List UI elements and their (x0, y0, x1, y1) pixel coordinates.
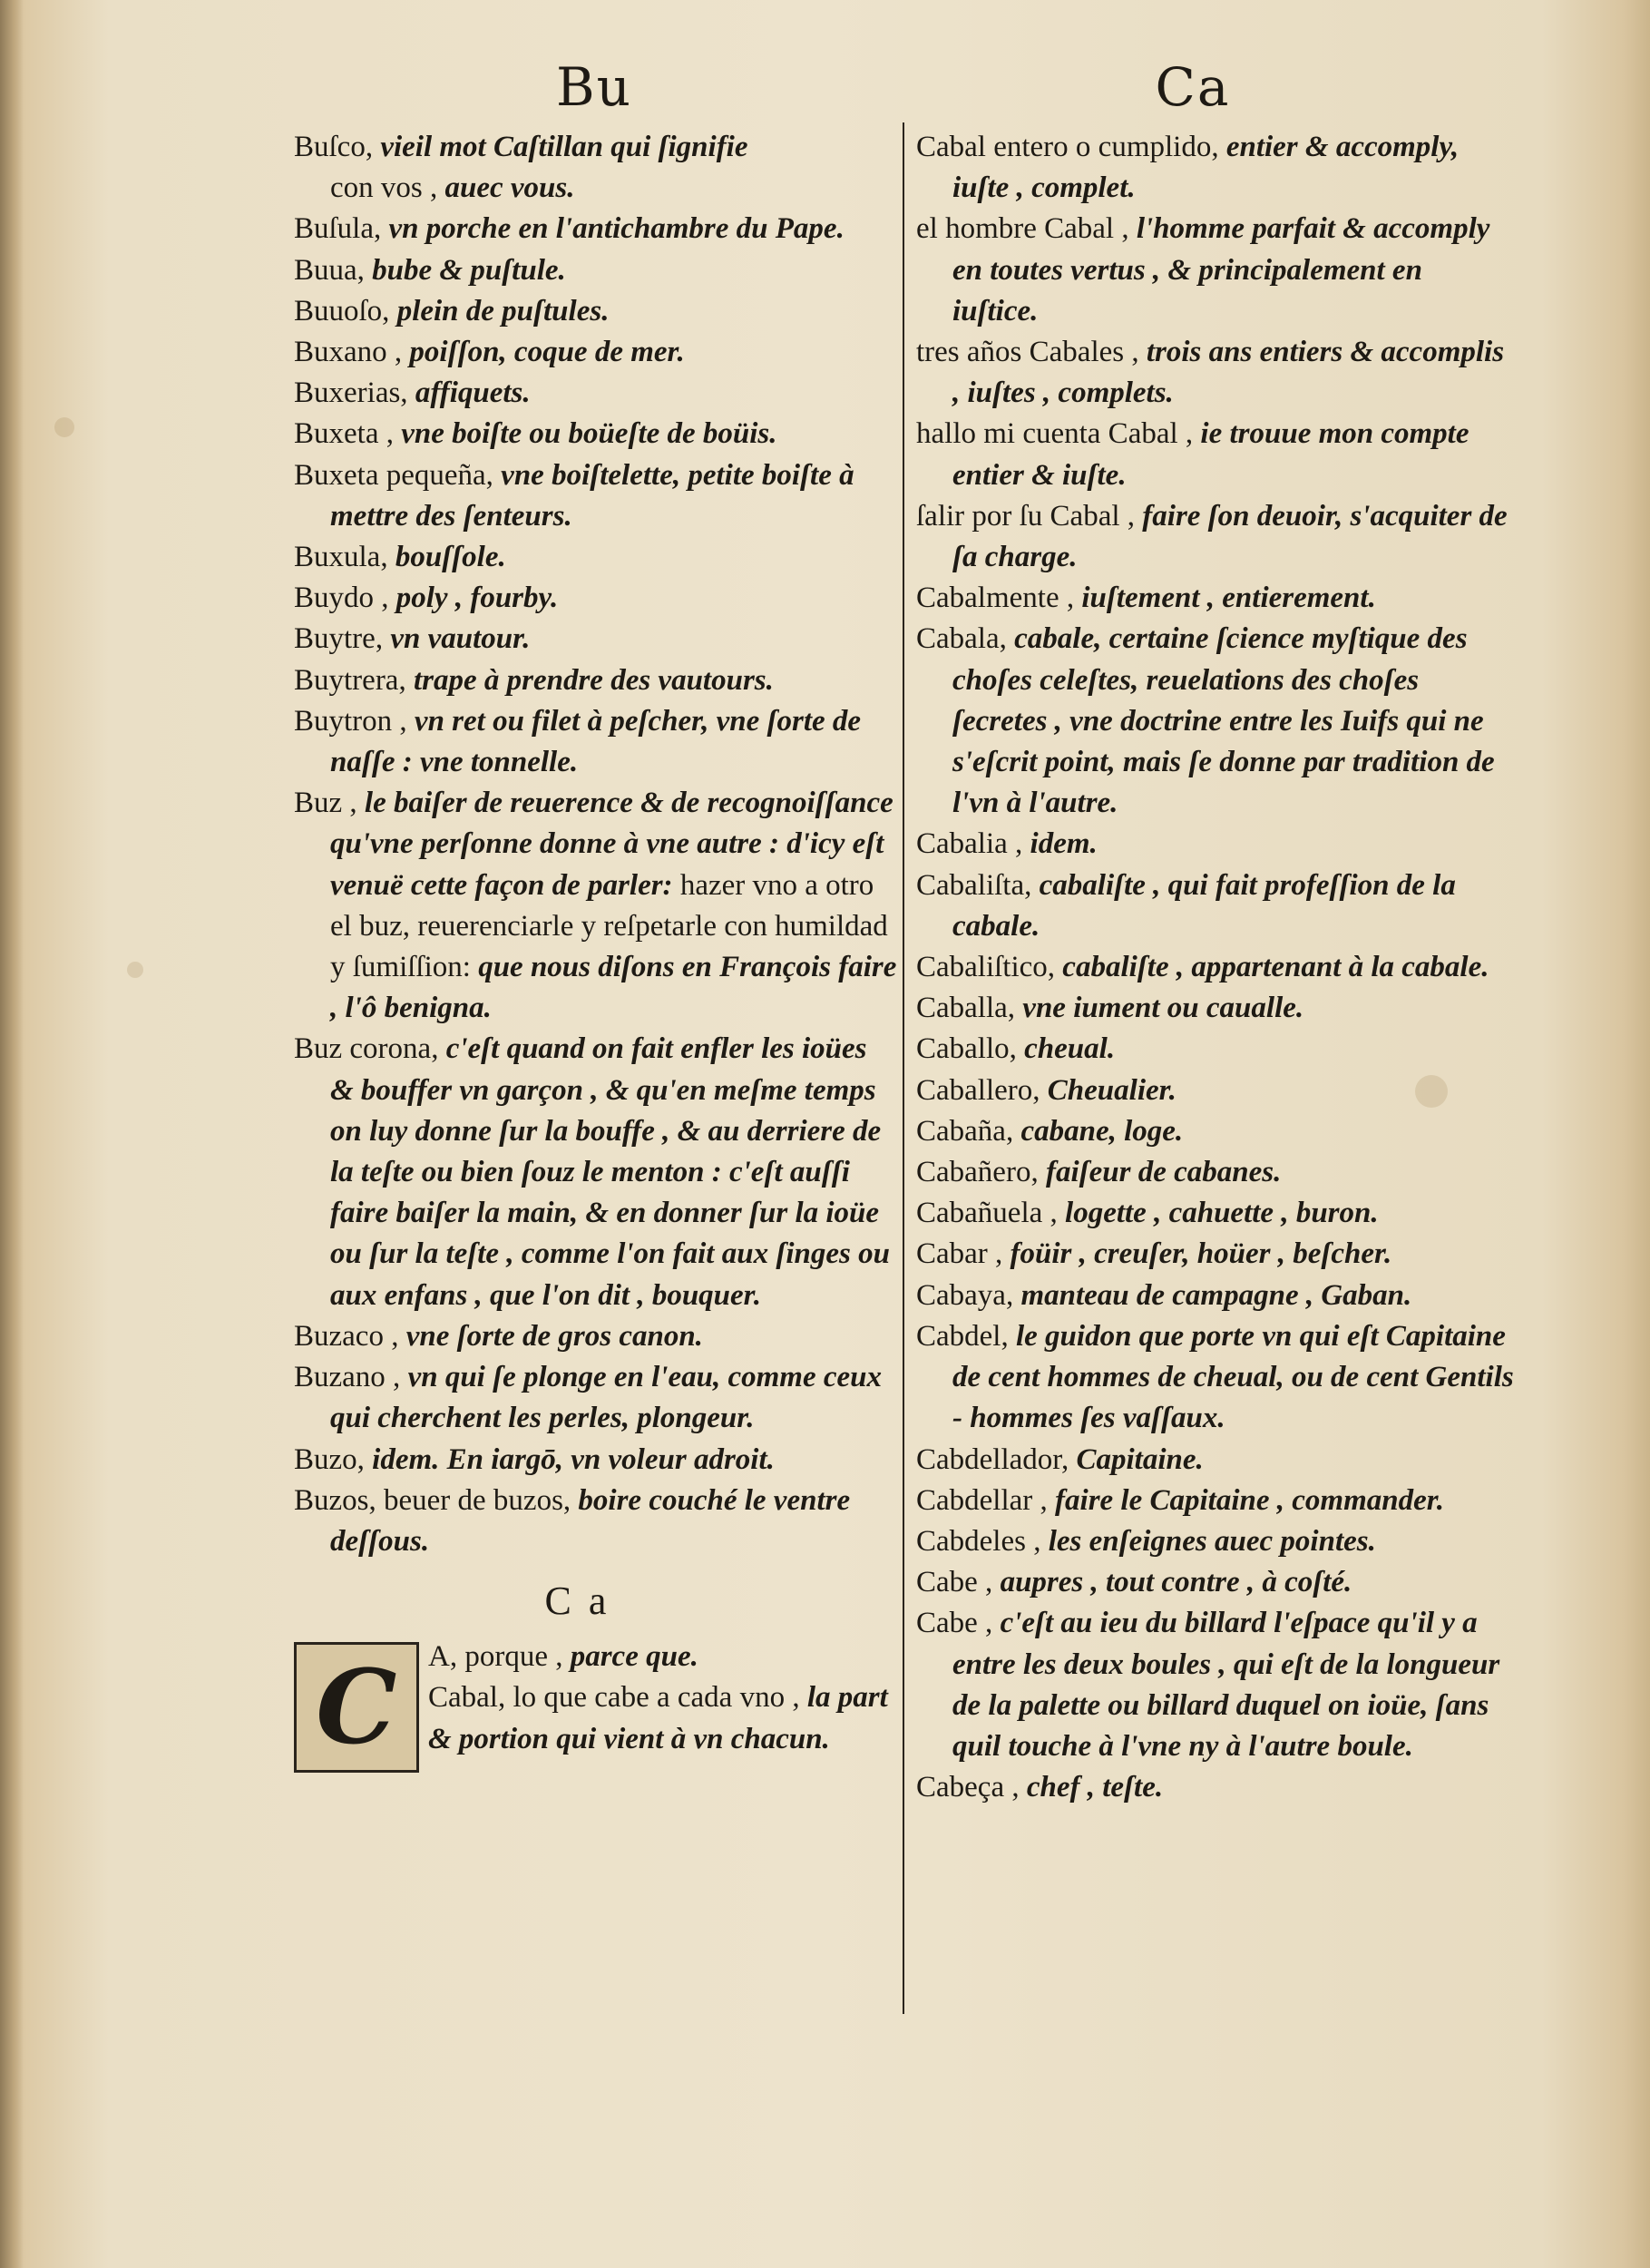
dictionary-entry: Buytre, vn vautour. (294, 622, 531, 656)
dictionary-entry: Cabe , aupres , tout contre , à coſté. (916, 1566, 1352, 1599)
dictionary-entry: ſalir por ſu Cabal , faire ſon deuoir, s'acquiter de ſa charge. (916, 499, 1508, 574)
dictionary-entry: Buxano , poiſſon, coque de mer. (294, 336, 685, 369)
dictionary-entry: Cabalmente , iuſtement , entierement. (916, 582, 1376, 615)
dictionary-entry: Cabañuela , logette , cahuette , buron. (916, 1197, 1379, 1230)
dictionary-entry: Buxeta pequeña, vne boiſtelette, petite boiſte à mettre des ſenteurs. (294, 458, 854, 533)
dictionary-entry: Cabdellador, Capitaine. (916, 1442, 1204, 1476)
dictionary-entry: Buxerias, affiquets. (294, 376, 531, 410)
dictionary-entry: Buxeta , vne boiſte ou boüeſte de boüis. (294, 417, 777, 451)
left-column (294, 127, 897, 1773)
dictionary-entry: Buuoſo, plein de puſtules. (294, 294, 610, 327)
dictionary-entry: Cabala, cabale, certaine ſcience myſtique des choſes celeſtes, reuelations des choſes ſecretes , vne doctrine entre les Iuifs qui ne s'eſcrit point, mais ſe donne par tradition de l'vn à l'autre. (916, 622, 1495, 820)
dictionary-entry: Cabalia , idem. (916, 827, 1098, 861)
dictionary-entry: Cabaliſta, cabaliſte , qui fait profeſſion de la cabale. (916, 868, 1456, 943)
dictionary-entry: Cabal entero o cumplido, entier & accomply, iuſte , complet. (916, 131, 1460, 205)
dictionary-entry: Cabaya, manteau de campagne , Gaban. (916, 1278, 1412, 1312)
book-spine-shadow (0, 0, 24, 2268)
paper-stain (127, 962, 143, 978)
dictionary-entry: Buzano , vn qui ſe plonge en l'eau, comme ceux qui cherchent les perles, plongeur. (294, 1361, 883, 1435)
dictionary-entry: Buz corona, c'eſt quand on fait enfler les ioües & bouffer vn garçon , & qu'en meſme temps on luy donne ſur la bouffe , & au derriere de la teſte ou bien ſouz le menton : c'eſt auſſi faire baiſer la main, & en donner ſur la ioüe ou ſur la teſte , comme l'on fait aux ſinges ou aux enfans , que l'on dit , bouquer. (294, 1032, 890, 1312)
decorative-dropcap: C (294, 1642, 419, 1773)
dictionary-entry: tres años Cabales , trois ans entiers & accomplis , iuſtes , complets. (916, 336, 1505, 410)
dictionary-entry: Cabe , c'eſt au ieu du billard l'eſpace qu'il y a entre les deux boules , qui eſt de la longueur de la palette ou billard duquel on ioüe, ſans quil touche à l'vne ny à l'autre boule. (916, 1607, 1500, 1763)
dictionary-entry: Buytron , vn ret ou filet à peſcher, vne ſorte de naſſe : vne tonnelle. (294, 704, 862, 779)
dictionary-entry: Buſco, vieil mot Caſtillan qui ſignifie con vos , auec vous. (294, 131, 748, 205)
dictionary-entry: Buzo, idem. En iargō, vn voleur adroit. (294, 1442, 775, 1476)
dictionary-entry: Buſula, vn porche en l'antichambre du Pape. (294, 212, 845, 246)
section-heading: C a (544, 1579, 610, 1624)
dropcap-block (294, 1637, 897, 1767)
dictionary-entry: Cabdel, le guidon que porte vn qui eſt Capitaine de cent hommes de cheual, ou de cent Gentils - hommes ſes vaſſaux. (916, 1319, 1514, 1435)
right-column (916, 127, 1515, 1808)
dictionary-entry: el hombre Cabal , l'homme parfait & accomply en toutes vertus , & principalement en iuſtice. (916, 212, 1490, 327)
dictionary-entry: A, porque , parce que. (428, 1640, 698, 1674)
dictionary-entry: Buxula, bouſſole. (294, 541, 506, 574)
dictionary-entry: Cabaliſtico, cabaliſte , appartenant à la cabale. (916, 951, 1489, 984)
dictionary-entry: Buydo , poly , fourby. (294, 582, 559, 615)
dictionary-entry: hallo mi cuenta Cabal , ie trouue mon compte entier & iuſte. (916, 417, 1469, 492)
dictionary-entry: Cabeça , chef , teſte. (916, 1771, 1164, 1804)
dictionary-entry: Buz , le baiſer de reuerence & de recognoiſſance qu'vne perſonne donne à vne autre : d'icy eſt venuë cette façon de parler: hazer vno a otro el buz, reuerenciarle y reſpetarle con humildad y ſumiſſion: que nous diſons en François faire , l'ô benigna. (294, 787, 897, 1025)
dictionary-entry: Cabdeles , les enſeignes auec pointes. (916, 1524, 1376, 1558)
dictionary-entry: Cabal, lo que cabe a cada vno , la part & portion qui vient à vn chacun. (428, 1681, 888, 1755)
running-header-right: Ca (1155, 56, 1231, 118)
column-divider (903, 122, 904, 2014)
dictionary-entry: Cabdellar , faire le Capitaine , commander. (916, 1483, 1445, 1517)
dictionary-entry: Cabaña, cabane, loge. (916, 1114, 1184, 1148)
dictionary-entry: Buzos, beuer de buzos, boire couché le ventre deſſous. (294, 1483, 851, 1558)
dictionary-entry: Buytrera, trape à prendre des vautours. (294, 663, 774, 697)
running-header-left: Bu (556, 56, 632, 118)
dictionary-entry: Buua, bube & puſtule. (294, 253, 566, 287)
dictionary-entry: Cabañero, faiſeur de cabanes. (916, 1156, 1282, 1189)
paper-stain (54, 417, 74, 437)
dictionary-entry: Buzaco , vne ſorte de gros canon. (294, 1319, 703, 1353)
dictionary-entry: Caballa, vne iument ou caualle. (916, 992, 1304, 1025)
dictionary-entry: Caballo, cheual. (916, 1032, 1116, 1066)
dictionary-entry: Cabar , foüir , creuſer, hoüer , beſcher. (916, 1237, 1392, 1271)
dictionary-entry: Caballero, Cheualier. (916, 1073, 1176, 1107)
